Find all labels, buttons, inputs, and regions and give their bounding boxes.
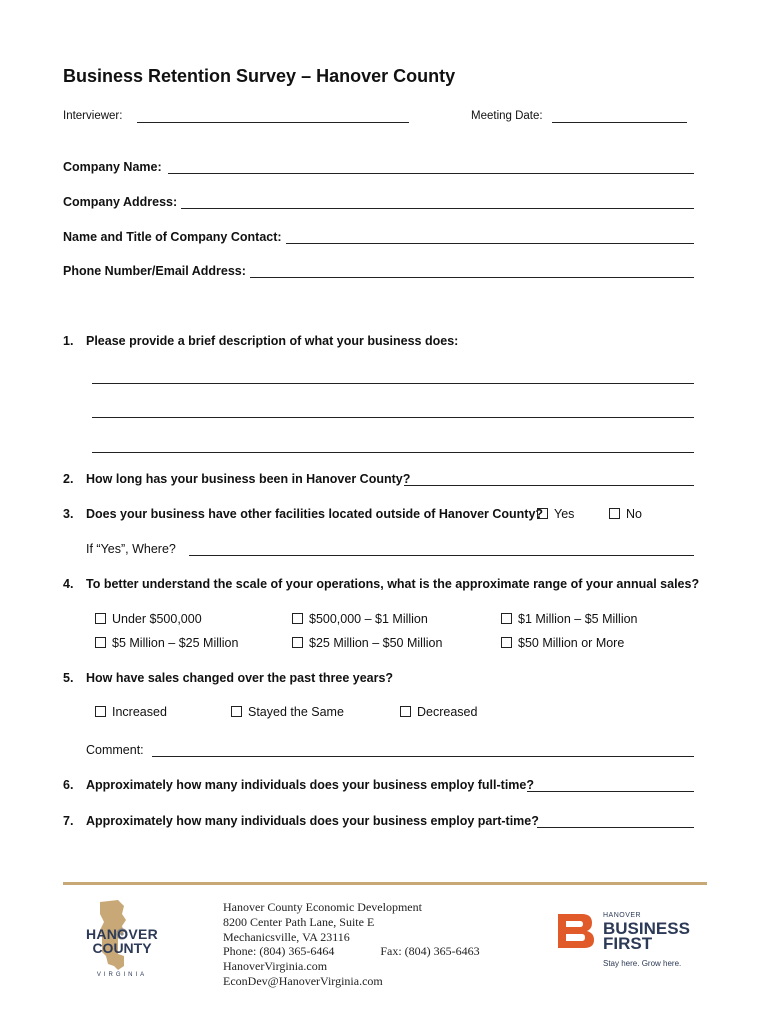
interviewer-field[interactable] — [137, 122, 409, 123]
footer-org: Hanover County Economic Development — [223, 900, 422, 914]
contact-field[interactable] — [286, 243, 694, 244]
q6-answer-field[interactable] — [527, 791, 694, 792]
option-label: $50 Million or More — [518, 636, 625, 650]
bf-logo-first: FIRST — [603, 934, 653, 953]
q3-no-option[interactable] — [609, 507, 642, 521]
option-label: Under $500,000 — [112, 612, 202, 626]
question-text: Approximately how many individuals does your business employ part-time? — [86, 814, 539, 828]
q3-followup-field[interactable] — [189, 555, 694, 556]
company-address-label: Company Address: — [63, 195, 178, 209]
bf-logo-business: BUSINESS — [603, 919, 690, 938]
option-label: No — [626, 507, 642, 521]
option-label: Decreased — [417, 705, 478, 719]
hanover-county-logo — [78, 896, 166, 988]
checkbox[interactable] — [231, 706, 242, 717]
q3-yes-option[interactable] — [537, 507, 574, 521]
question-number: 7. — [63, 814, 74, 828]
option-label: $500,000 – $1 Million — [309, 612, 428, 626]
footer-address-1: 8200 Center Path Lane, Suite E — [223, 914, 375, 929]
question-text: How long has your business been in Hanover County? — [86, 472, 411, 486]
option-label: Increased — [112, 705, 167, 719]
q1-answer-line-2[interactable] — [92, 417, 694, 418]
question-text: How have sales changed over the past three years? — [86, 671, 394, 685]
q7-answer-field[interactable] — [537, 827, 694, 828]
company-name-label: Company Name: — [63, 160, 162, 174]
footer-fax: Fax: (804) 365-6463 — [380, 944, 480, 959]
question-1 — [63, 334, 458, 348]
option-label: $1 Million – $5 Million — [518, 612, 638, 626]
option-label: $25 Million – $50 Million — [309, 636, 443, 650]
question-7 — [63, 814, 539, 828]
footer-address-2: Mechanicsville, VA 23116 — [223, 929, 350, 944]
question-number: 1. — [63, 334, 74, 348]
question-text: Approximately how many individuals does your business employ full-time? — [86, 778, 535, 792]
q5-option-increased[interactable] — [95, 705, 167, 719]
footer-website[interactable]: HanoverVirginia.com — [223, 959, 328, 974]
footer-divider — [63, 882, 707, 885]
bf-logo-tagline: Stay here. Grow here. — [603, 959, 682, 968]
checkbox[interactable] — [537, 508, 548, 519]
q4-option-4[interactable] — [95, 636, 238, 650]
q4-option-2[interactable] — [292, 612, 428, 626]
q5-comment-label: Comment: — [86, 743, 144, 757]
question-number: 3. — [63, 507, 74, 521]
question-number: 5. — [63, 671, 74, 685]
question-2 — [63, 472, 410, 486]
bf-logo-small: HANOVER — [603, 912, 642, 919]
q1-answer-line-1[interactable] — [92, 383, 694, 384]
footer-email[interactable]: EconDev@HanoverVirginia.com — [223, 973, 383, 988]
page-title: Business Retention Survey – Hanover County — [63, 66, 456, 86]
interviewer-label: Interviewer: — [63, 110, 123, 122]
contact-label: Name and Title of Company Contact: — [63, 230, 282, 244]
company-name-field[interactable] — [168, 173, 694, 174]
business-first-logo — [556, 912, 696, 972]
logo-text-hanover: HANOVER — [85, 926, 159, 942]
q5-comment-field[interactable] — [152, 756, 694, 757]
q4-option-3[interactable] — [501, 612, 638, 626]
footer-phone-fax — [223, 944, 480, 959]
question-text: Please provide a brief description of what your business does: — [86, 334, 459, 348]
logo-text-virginia: VIRGINIA — [96, 972, 148, 978]
question-6 — [63, 778, 534, 792]
checkbox[interactable] — [95, 613, 106, 624]
q4-option-5[interactable] — [292, 636, 442, 650]
q5-option-decreased[interactable] — [400, 705, 477, 719]
question-5 — [63, 671, 393, 685]
logo-text-county: COUNTY — [92, 940, 152, 956]
checkbox[interactable] — [95, 706, 106, 717]
q1-answer-line-3[interactable] — [92, 452, 694, 453]
checkbox[interactable] — [95, 637, 106, 648]
checkbox[interactable] — [400, 706, 411, 717]
q5-option-same[interactable] — [231, 705, 344, 719]
question-text: To better understand the scale of your operations, what is the approximate range of your annual sales? — [86, 577, 700, 591]
checkbox[interactable] — [609, 508, 620, 519]
checkbox[interactable] — [292, 637, 303, 648]
checkbox[interactable] — [292, 613, 303, 624]
question-number: 4. — [63, 577, 74, 591]
question-text: Does your business have other facilities located outside of Hanover County? — [86, 507, 544, 521]
option-label: Stayed the Same — [248, 705, 344, 719]
question-number: 2. — [63, 472, 74, 486]
question-3 — [63, 507, 543, 521]
q3-followup-label: If “Yes”, Where? — [86, 542, 176, 556]
question-4 — [63, 577, 699, 591]
company-address-field[interactable] — [181, 208, 694, 209]
footer-address-block — [223, 900, 480, 989]
q4-option-6[interactable] — [501, 636, 624, 650]
business-first-b-icon — [556, 912, 596, 950]
option-label: $5 Million – $25 Million — [112, 636, 239, 650]
q4-option-1[interactable] — [95, 612, 202, 626]
meeting-date-label: Meeting Date: — [471, 110, 543, 122]
footer-phone: Phone: (804) 365-6464 — [223, 944, 335, 959]
phone-email-field[interactable] — [250, 277, 694, 278]
checkbox[interactable] — [501, 613, 512, 624]
q2-answer-field[interactable] — [404, 485, 694, 486]
option-label: Yes — [554, 507, 575, 521]
phone-email-label: Phone Number/Email Address: — [63, 264, 246, 278]
meeting-date-field[interactable] — [552, 122, 687, 123]
question-number: 6. — [63, 778, 74, 792]
checkbox[interactable] — [501, 637, 512, 648]
